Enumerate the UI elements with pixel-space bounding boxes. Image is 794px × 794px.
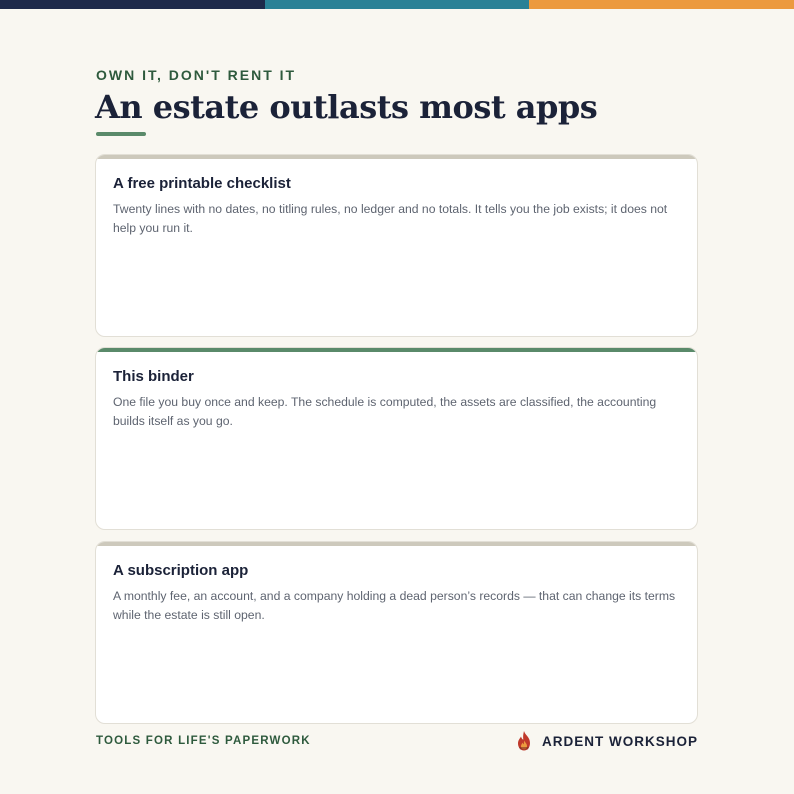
footer-tagline: TOOLS FOR LIFE'S PAPERWORK [96, 735, 311, 747]
card-subscription-app [95, 541, 698, 724]
card-free-checklist [95, 154, 698, 337]
card-description: One file you buy once and keep. The schedule is computed, the assets are classified, the accounting builds itself as you go. [113, 395, 657, 428]
card-accent-bar [96, 348, 697, 352]
card-title: This binder [113, 368, 194, 385]
card-this-binder [95, 347, 698, 530]
top-color-bar [0, 0, 794, 9]
top-bar-navy-segment [0, 0, 265, 9]
eyebrow-label: OWN IT, DON'T RENT IT [96, 67, 297, 83]
card-title: A free printable checklist [113, 175, 291, 192]
brand-name: ARDENT WORKSHOP [542, 733, 698, 749]
card-accent-bar [96, 542, 697, 546]
card-accent-bar [96, 155, 697, 159]
flame-logo-icon [516, 731, 532, 751]
top-bar-teal-segment [265, 0, 530, 9]
card-title: A subscription app [113, 562, 249, 579]
card-description: Twenty lines with no dates, no titling rules, no ledger and no totals. It tells you the job exists; it does not help you run it. [113, 202, 668, 235]
page-title: An estate outlasts most apps [95, 88, 598, 126]
top-bar-orange-segment [529, 0, 794, 9]
title-underline [96, 132, 146, 136]
card-description: A monthly fee, an account, and a company holding a dead person’s records — that can change its terms while the estate is still open. [113, 589, 676, 622]
brand-lockup [516, 731, 698, 751]
